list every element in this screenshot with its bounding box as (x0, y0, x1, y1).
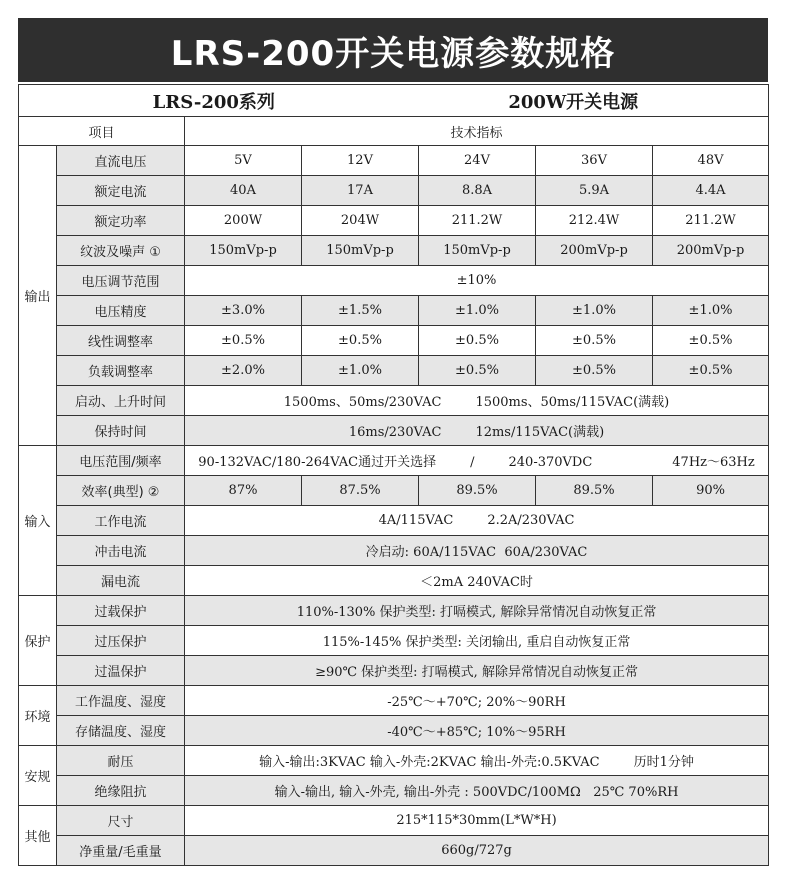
row-label: 过温保护 (57, 656, 185, 686)
spec-table (18, 84, 769, 866)
cell: 48V (653, 146, 769, 176)
cell: 40A (185, 176, 302, 206)
section-env: 环境 (19, 686, 57, 746)
withstand-values: 输入-输出:3KVAC 输入-外壳:2KVAC 输出-外壳:0.5KVAC (259, 755, 600, 770)
cell (185, 506, 769, 536)
inrush-230: 60A/230VAC (504, 545, 588, 560)
row-label: 效率(典型) ② (57, 476, 185, 506)
cell: 150mVp-p (185, 236, 302, 266)
row-label: 工作温度、湿度 (57, 686, 185, 716)
range-sep: / (470, 455, 475, 470)
cell: 200mVp-p (653, 236, 769, 266)
cell: 90% (653, 476, 769, 506)
current-115: 4A/115VAC (378, 513, 454, 528)
row-label: 存储温度、湿度 (57, 716, 185, 746)
section-safety: 安规 (19, 746, 57, 806)
cell: ±0.5% (536, 326, 653, 356)
table-row (19, 236, 769, 266)
cell: 115%-145% 保护类型: 关闭输出, 重启自动恢复正常 (185, 626, 769, 656)
row-label: 尺寸 (57, 806, 185, 836)
cell: 660g/727g (185, 836, 769, 866)
cell: 211.2W (419, 206, 536, 236)
cell: ≥90℃ 保护类型: 打嗝模式, 解除异常情况自动恢复正常 (185, 656, 769, 686)
row-label: 电压精度 (57, 296, 185, 326)
cell: 87.5% (302, 476, 419, 506)
cell: 204W (302, 206, 419, 236)
table-row (19, 356, 769, 386)
row-label: 启动、上升时间 (57, 386, 185, 416)
cell: ±1.0% (302, 356, 419, 386)
cell: 211.2W (653, 206, 769, 236)
startup-230: 1500ms、50ms/230VAC (283, 395, 442, 410)
row-label: 耐压 (57, 746, 185, 776)
current-230: 2.2A/230VAC (487, 513, 575, 528)
insulation-conditions: 25℃ 70%RH (593, 785, 679, 800)
cell: 87% (185, 476, 302, 506)
table-row (19, 686, 769, 716)
section-output: 输出 (19, 146, 57, 446)
cell: ±0.5% (419, 326, 536, 356)
cell: 215*115*30mm(L*W*H) (185, 806, 769, 836)
series-power: 200W开关电源 (508, 91, 639, 113)
cell: -25℃～+70℃; 20%～90RH (185, 686, 769, 716)
table-row (19, 536, 769, 566)
section-input: 输入 (19, 446, 57, 596)
section-other: 其他 (19, 806, 57, 866)
table-row (19, 176, 769, 206)
spec-header: 技术指标 (185, 117, 769, 146)
cell (185, 746, 769, 776)
series-name: LRS-200系列 (152, 91, 275, 113)
hold-230: 16ms/230VAC (348, 425, 442, 440)
heading-row (19, 117, 769, 146)
cell: -40℃～+85℃; 10%～95RH (185, 716, 769, 746)
table-row (19, 626, 769, 656)
table-row (19, 806, 769, 836)
cell: ±10% (185, 266, 769, 296)
row-label: 工作电流 (57, 506, 185, 536)
cell (185, 386, 769, 416)
cell: ±1.0% (653, 296, 769, 326)
cell: ±0.5% (653, 356, 769, 386)
cell: ＜2mA 240VAC时 (185, 566, 769, 596)
cell: 110%-130% 保护类型: 打嗝模式, 解除异常情况自动恢复正常 (185, 596, 769, 626)
cell (185, 776, 769, 806)
table-row (19, 266, 769, 296)
inrush-115: 冷启动: 60A/115VAC (365, 545, 497, 560)
cell: 8.8A (419, 176, 536, 206)
table-row (19, 446, 769, 476)
cell: 150mVp-p (302, 236, 419, 266)
row-label: 绝缘阻抗 (57, 776, 185, 806)
cell: 12V (302, 146, 419, 176)
section-protect: 保护 (19, 596, 57, 686)
table-row (19, 476, 769, 506)
cell: 36V (536, 146, 653, 176)
row-label: 额定功率 (57, 206, 185, 236)
hold-115: 12ms/115VAC(满载) (475, 425, 605, 440)
range-dc: 240-370VDC (508, 455, 593, 470)
insulation-values: 输入-输出, 输入-外壳, 输出-外壳 : 500VDC/100MΩ (274, 785, 581, 800)
table-row (19, 146, 769, 176)
row-label: 漏电流 (57, 566, 185, 596)
cell: 5.9A (536, 176, 653, 206)
cell (185, 446, 769, 476)
table-row (19, 386, 769, 416)
row-label: 纹波及噪声 ① (57, 236, 185, 266)
table-row (19, 206, 769, 236)
row-label: 过载保护 (57, 596, 185, 626)
range-ac: 90-132VAC/180-264VAC通过开关选择 (198, 455, 437, 470)
cell: ±1.0% (419, 296, 536, 326)
table-row (19, 716, 769, 746)
cell: ±0.5% (302, 326, 419, 356)
row-label: 电压范围/频率 (57, 446, 185, 476)
page-title: LRS-200开关电源参数规格 (18, 18, 768, 82)
table-row (19, 416, 769, 446)
table-row (19, 566, 769, 596)
row-label: 负载调整率 (57, 356, 185, 386)
cell: 5V (185, 146, 302, 176)
row-label: 冲击电流 (57, 536, 185, 566)
row-label: 净重量/毛重量 (57, 836, 185, 866)
cell: 4.4A (653, 176, 769, 206)
cell: ±2.0% (185, 356, 302, 386)
series-row (19, 85, 769, 117)
table-row (19, 506, 769, 536)
table-row (19, 596, 769, 626)
startup-115: 1500ms、50ms/115VAC(满载) (475, 395, 670, 410)
table-row (19, 326, 769, 356)
cell: 150mVp-p (419, 236, 536, 266)
row-label: 直流电压 (57, 146, 185, 176)
cell: 24V (419, 146, 536, 176)
cell: 200W (185, 206, 302, 236)
cell (185, 416, 769, 446)
row-label: 线性调整率 (57, 326, 185, 356)
cell: ±3.0% (185, 296, 302, 326)
cell: ±1.5% (302, 296, 419, 326)
cell: ±0.5% (653, 326, 769, 356)
table-row (19, 776, 769, 806)
series-cell (19, 85, 769, 117)
cell: 17A (302, 176, 419, 206)
cell: 200mVp-p (536, 236, 653, 266)
cell: 212.4W (536, 206, 653, 236)
row-label: 保持时间 (57, 416, 185, 446)
table-row (19, 296, 769, 326)
cell: ±1.0% (536, 296, 653, 326)
range-freq: 47Hz～63Hz (672, 455, 755, 470)
item-header: 项目 (19, 117, 185, 146)
row-label: 过压保护 (57, 626, 185, 656)
table-row (19, 656, 769, 686)
table-row (19, 746, 769, 776)
cell: 89.5% (536, 476, 653, 506)
row-label: 额定电流 (57, 176, 185, 206)
cell: 89.5% (419, 476, 536, 506)
cell (185, 536, 769, 566)
table-row (19, 836, 769, 866)
withstand-duration: 历时1分钟 (633, 755, 694, 770)
cell: ±0.5% (419, 356, 536, 386)
cell: ±0.5% (185, 326, 302, 356)
cell: ±0.5% (536, 356, 653, 386)
row-label: 电压调节范围 (57, 266, 185, 296)
